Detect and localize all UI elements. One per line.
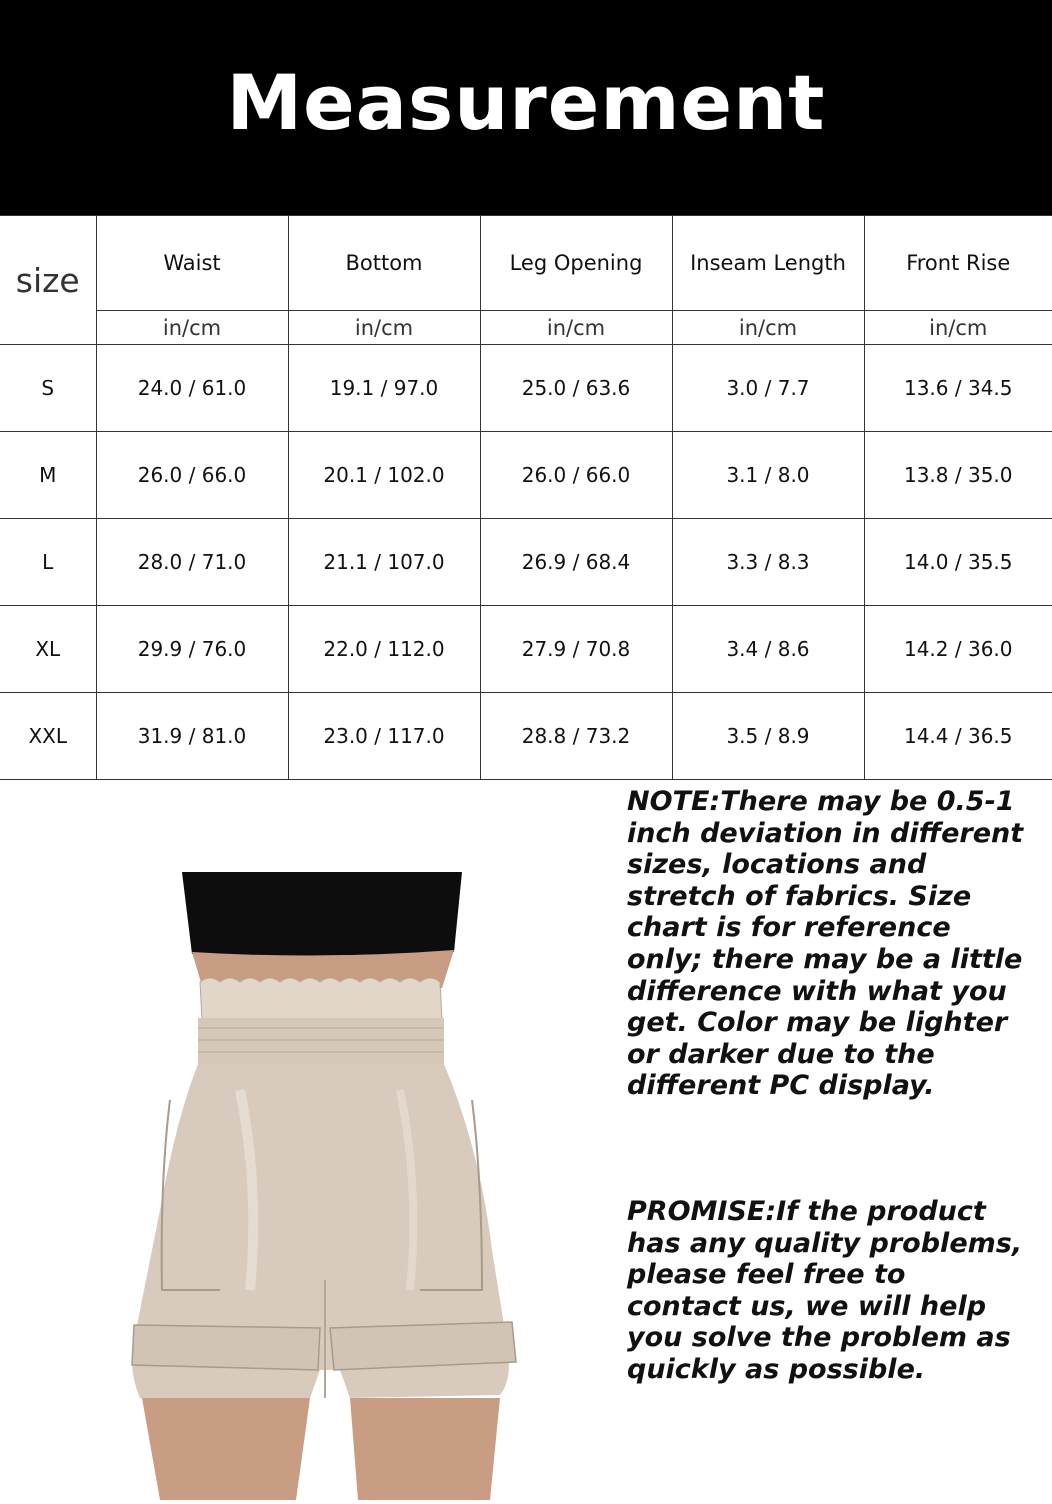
table-header-row — [0, 216, 1052, 311]
table-row — [0, 345, 1052, 432]
left-cuff — [132, 1325, 320, 1370]
table-cell: 3.1 / 8.0 — [672, 432, 864, 519]
table-cell: 25.0 / 63.6 — [480, 345, 672, 432]
table-cell: 3.4 / 8.6 — [672, 606, 864, 693]
table-cell: 23.0 / 117.0 — [288, 693, 480, 780]
table-cell: 14.0 / 35.5 — [864, 519, 1052, 606]
page-title: Measurement — [226, 58, 826, 147]
table-cell: 13.6 / 34.5 — [864, 345, 1052, 432]
size-label: L — [0, 519, 96, 606]
table-cell: 3.0 / 7.7 — [672, 345, 864, 432]
table-cell: 14.2 / 36.0 — [864, 606, 1052, 693]
size-label: XL — [0, 606, 96, 693]
header-banner — [0, 0, 1052, 215]
unit-label: in/cm — [864, 311, 1052, 345]
table-cell: 20.1 / 102.0 — [288, 432, 480, 519]
size-label: M — [0, 432, 96, 519]
table-row — [0, 606, 1052, 693]
size-chart-table — [0, 215, 1052, 780]
unit-row — [0, 311, 1052, 345]
column-header-waist: Waist — [96, 216, 288, 311]
table-cell: 27.9 / 70.8 — [480, 606, 672, 693]
table-cell: 3.3 / 8.3 — [672, 519, 864, 606]
table-cell: 26.0 / 66.0 — [96, 432, 288, 519]
column-header-front-rise: Front Rise — [864, 216, 1052, 311]
unit-label: in/cm — [480, 311, 672, 345]
table-cell: 28.8 / 73.2 — [480, 693, 672, 780]
promise-text: PROMISE:If the product has any quality problems, please feel free to contact us, we will help you solve the problem as quickly as possible. — [627, 1196, 1023, 1385]
table-cell: 19.1 / 97.0 — [288, 345, 480, 432]
note-text: NOTE:There may be 0.5-1 inch deviation in different sizes, locations and stretch of fabrics. Size chart is for reference only; there may be a little difference with what you get. Color may be lighter or darker due to the different PC display. — [627, 786, 1024, 1102]
crop-top — [182, 872, 462, 956]
table-row — [0, 519, 1052, 606]
table-row — [0, 693, 1052, 780]
shorts-illustration — [120, 850, 590, 1500]
size-column-header: size — [0, 216, 96, 345]
column-header-bottom: Bottom — [288, 216, 480, 311]
table-cell: 22.0 / 112.0 — [288, 606, 480, 693]
table-cell: 26.9 / 68.4 — [480, 519, 672, 606]
table-cell: 29.9 / 76.0 — [96, 606, 288, 693]
column-header-leg-opening: Leg Opening — [480, 216, 672, 311]
table-cell: 13.8 / 35.0 — [864, 432, 1052, 519]
table-cell: 21.1 / 107.0 — [288, 519, 480, 606]
table-cell: 26.0 / 66.0 — [480, 432, 672, 519]
table-row — [0, 432, 1052, 519]
ruffle-waistband — [200, 978, 442, 1020]
column-header-inseam-length: Inseam Length — [672, 216, 864, 311]
unit-label: in/cm — [672, 311, 864, 345]
unit-label: in/cm — [96, 311, 288, 345]
left-leg — [142, 1398, 310, 1500]
table-cell: 31.9 / 81.0 — [96, 693, 288, 780]
unit-label: in/cm — [288, 311, 480, 345]
size-label: S — [0, 345, 96, 432]
elastic-band — [198, 1018, 444, 1066]
right-leg — [350, 1398, 500, 1500]
table-cell: 28.0 / 71.0 — [96, 519, 288, 606]
size-label: XXL — [0, 693, 96, 780]
right-cuff — [330, 1322, 516, 1370]
table-cell: 14.4 / 36.5 — [864, 693, 1052, 780]
product-photo — [120, 850, 590, 1500]
table-cell: 24.0 / 61.0 — [96, 345, 288, 432]
table-cell: 3.5 / 8.9 — [672, 693, 864, 780]
